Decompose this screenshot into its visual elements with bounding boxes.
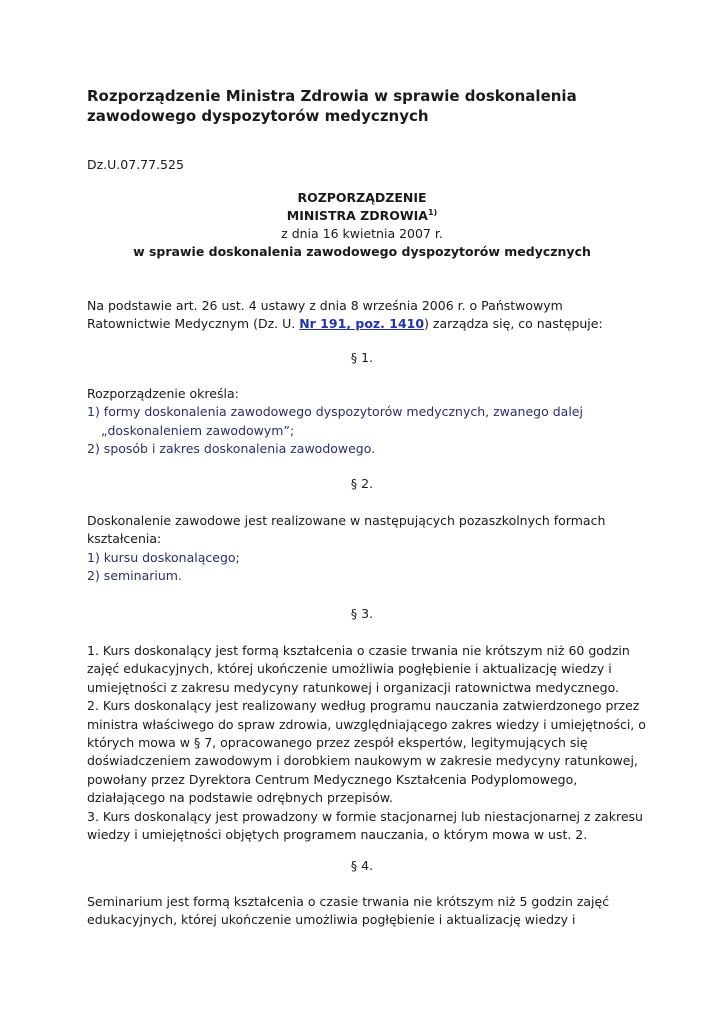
paragraph-line: Seminarium jest formą kształcenia o czasie trwania nie krótszym niż 5 godzin zajęć — [87, 894, 610, 909]
section-mark: § 4. — [350, 858, 374, 873]
list-item: 1) formy doskonalenia zawodowego dyspozytorów medycznych, zwanego dalej — [87, 404, 583, 420]
section-mark: § 1. — [350, 350, 374, 365]
section-mark: § 2. — [350, 476, 374, 491]
section-4-mark — [87, 857, 637, 875]
section-1-intro: Rozporządzenie określa: — [87, 386, 239, 401]
section-3-mark — [87, 605, 637, 623]
paragraph-line: zajęć edukacyjnych, której ukończenie umożliwia pogłębienie i aktualizację wiedzy i — [87, 661, 612, 677]
preamble-line-1: Na podstawie art. 26 ust. 4 ustawy z dnia 8 września 2006 r. o Państwowym — [87, 298, 563, 313]
section-2-intro-line-2: kształcenia: — [87, 531, 162, 547]
minister-name: MINISTRA ZDROWIA — [286, 208, 428, 223]
footnote-mark[interactable]: 1) — [427, 208, 438, 217]
minister-line — [87, 207, 637, 225]
preamble — [87, 297, 647, 334]
regulation-subject: w sprawie doskonalenia zawodowego dyspozytorów medycznych — [133, 244, 591, 259]
title-line-1: Rozporządzenie Ministra Zdrowia w sprawie doskonalenia — [87, 87, 577, 105]
document-title — [87, 86, 647, 126]
paragraph-line: 3. Kurs doskonalący jest prowadzony w formie stacjonarnej lub niestacjonarnej z zakresu — [87, 808, 643, 824]
paragraph-line: edukacyjnych, której ukończenie umożliwia pogłębienie i aktualizację wiedzy i — [87, 912, 576, 928]
paragraph-line: doświadczeniem zawodowym i dorobkiem naukowym w zakresie medycyny ratunkowej, — [87, 753, 638, 769]
section-1-mark — [87, 349, 637, 367]
section-1-body — [87, 385, 647, 459]
section-2-intro-line-1: Doskonalenie zawodowe jest realizowane w następujących pozaszkolnych formach — [87, 513, 606, 528]
section-3-body — [87, 642, 647, 844]
section-mark: § 3. — [350, 606, 374, 621]
preamble-text-after: ) zarządza się, co następuje: — [424, 316, 603, 332]
list-item: 1) kursu doskonalącego; — [87, 549, 240, 565]
list-item-continuation: „doskonaleniem zawodowym”; — [101, 422, 295, 438]
regulation-date: z dnia 16 kwietnia 2007 r. — [281, 226, 443, 241]
journal-reference: Dz.U.07.77.525 — [87, 157, 184, 172]
paragraph-line: 2. Kurs doskonalący jest realizowany według programu nauczania zatwierdzonego przez — [87, 698, 640, 714]
section-2-body — [87, 512, 647, 586]
preamble-line-2 — [87, 315, 647, 333]
paragraph-line: powołany przez Dyrektora Centrum Medycznego Kształcenia Podyplomowego, — [87, 771, 578, 787]
journal-link[interactable]: Nr 191, poz. 1410 — [299, 316, 425, 332]
paragraph-line: umiejętności z zakresu medycyny ratunkowej i organizacji ratownictwa medycznego. — [87, 679, 619, 695]
list-item: 2) seminarium. — [87, 568, 182, 584]
paragraph-line: 1. Kurs doskonalący jest formą kształcenia o czasie trwania nie krótszym niż 60 godzin — [87, 643, 630, 658]
list-item: 2) sposób i zakres doskonalenia zawodowego. — [87, 441, 376, 457]
preamble-text-before: Ratownictwie Medycznym (Dz. U. — [87, 316, 300, 332]
paragraph-line: działającego na podstawie odrębnych przepisów. — [87, 790, 393, 806]
regulation-heading: ROZPORZĄDZENIE — [297, 190, 427, 205]
regulation-header — [87, 189, 637, 261]
paragraph-line: ministra właściwego do spraw zdrowia, uwzględniającego zakres wiedzy i umiejętności, o — [87, 716, 646, 732]
paragraph-line: wiedzy i umiejętności objętych programem nauczania, o którym mowa w ust. 2. — [87, 827, 588, 843]
title-line-2: zawodowego dyspozytorów medycznych — [87, 107, 429, 125]
paragraph-line: których mowa w § 7, opracowanego przez zespół ekspertów, legitymujących się — [87, 735, 588, 751]
section-4-body — [87, 893, 647, 930]
section-2-mark — [87, 475, 637, 493]
